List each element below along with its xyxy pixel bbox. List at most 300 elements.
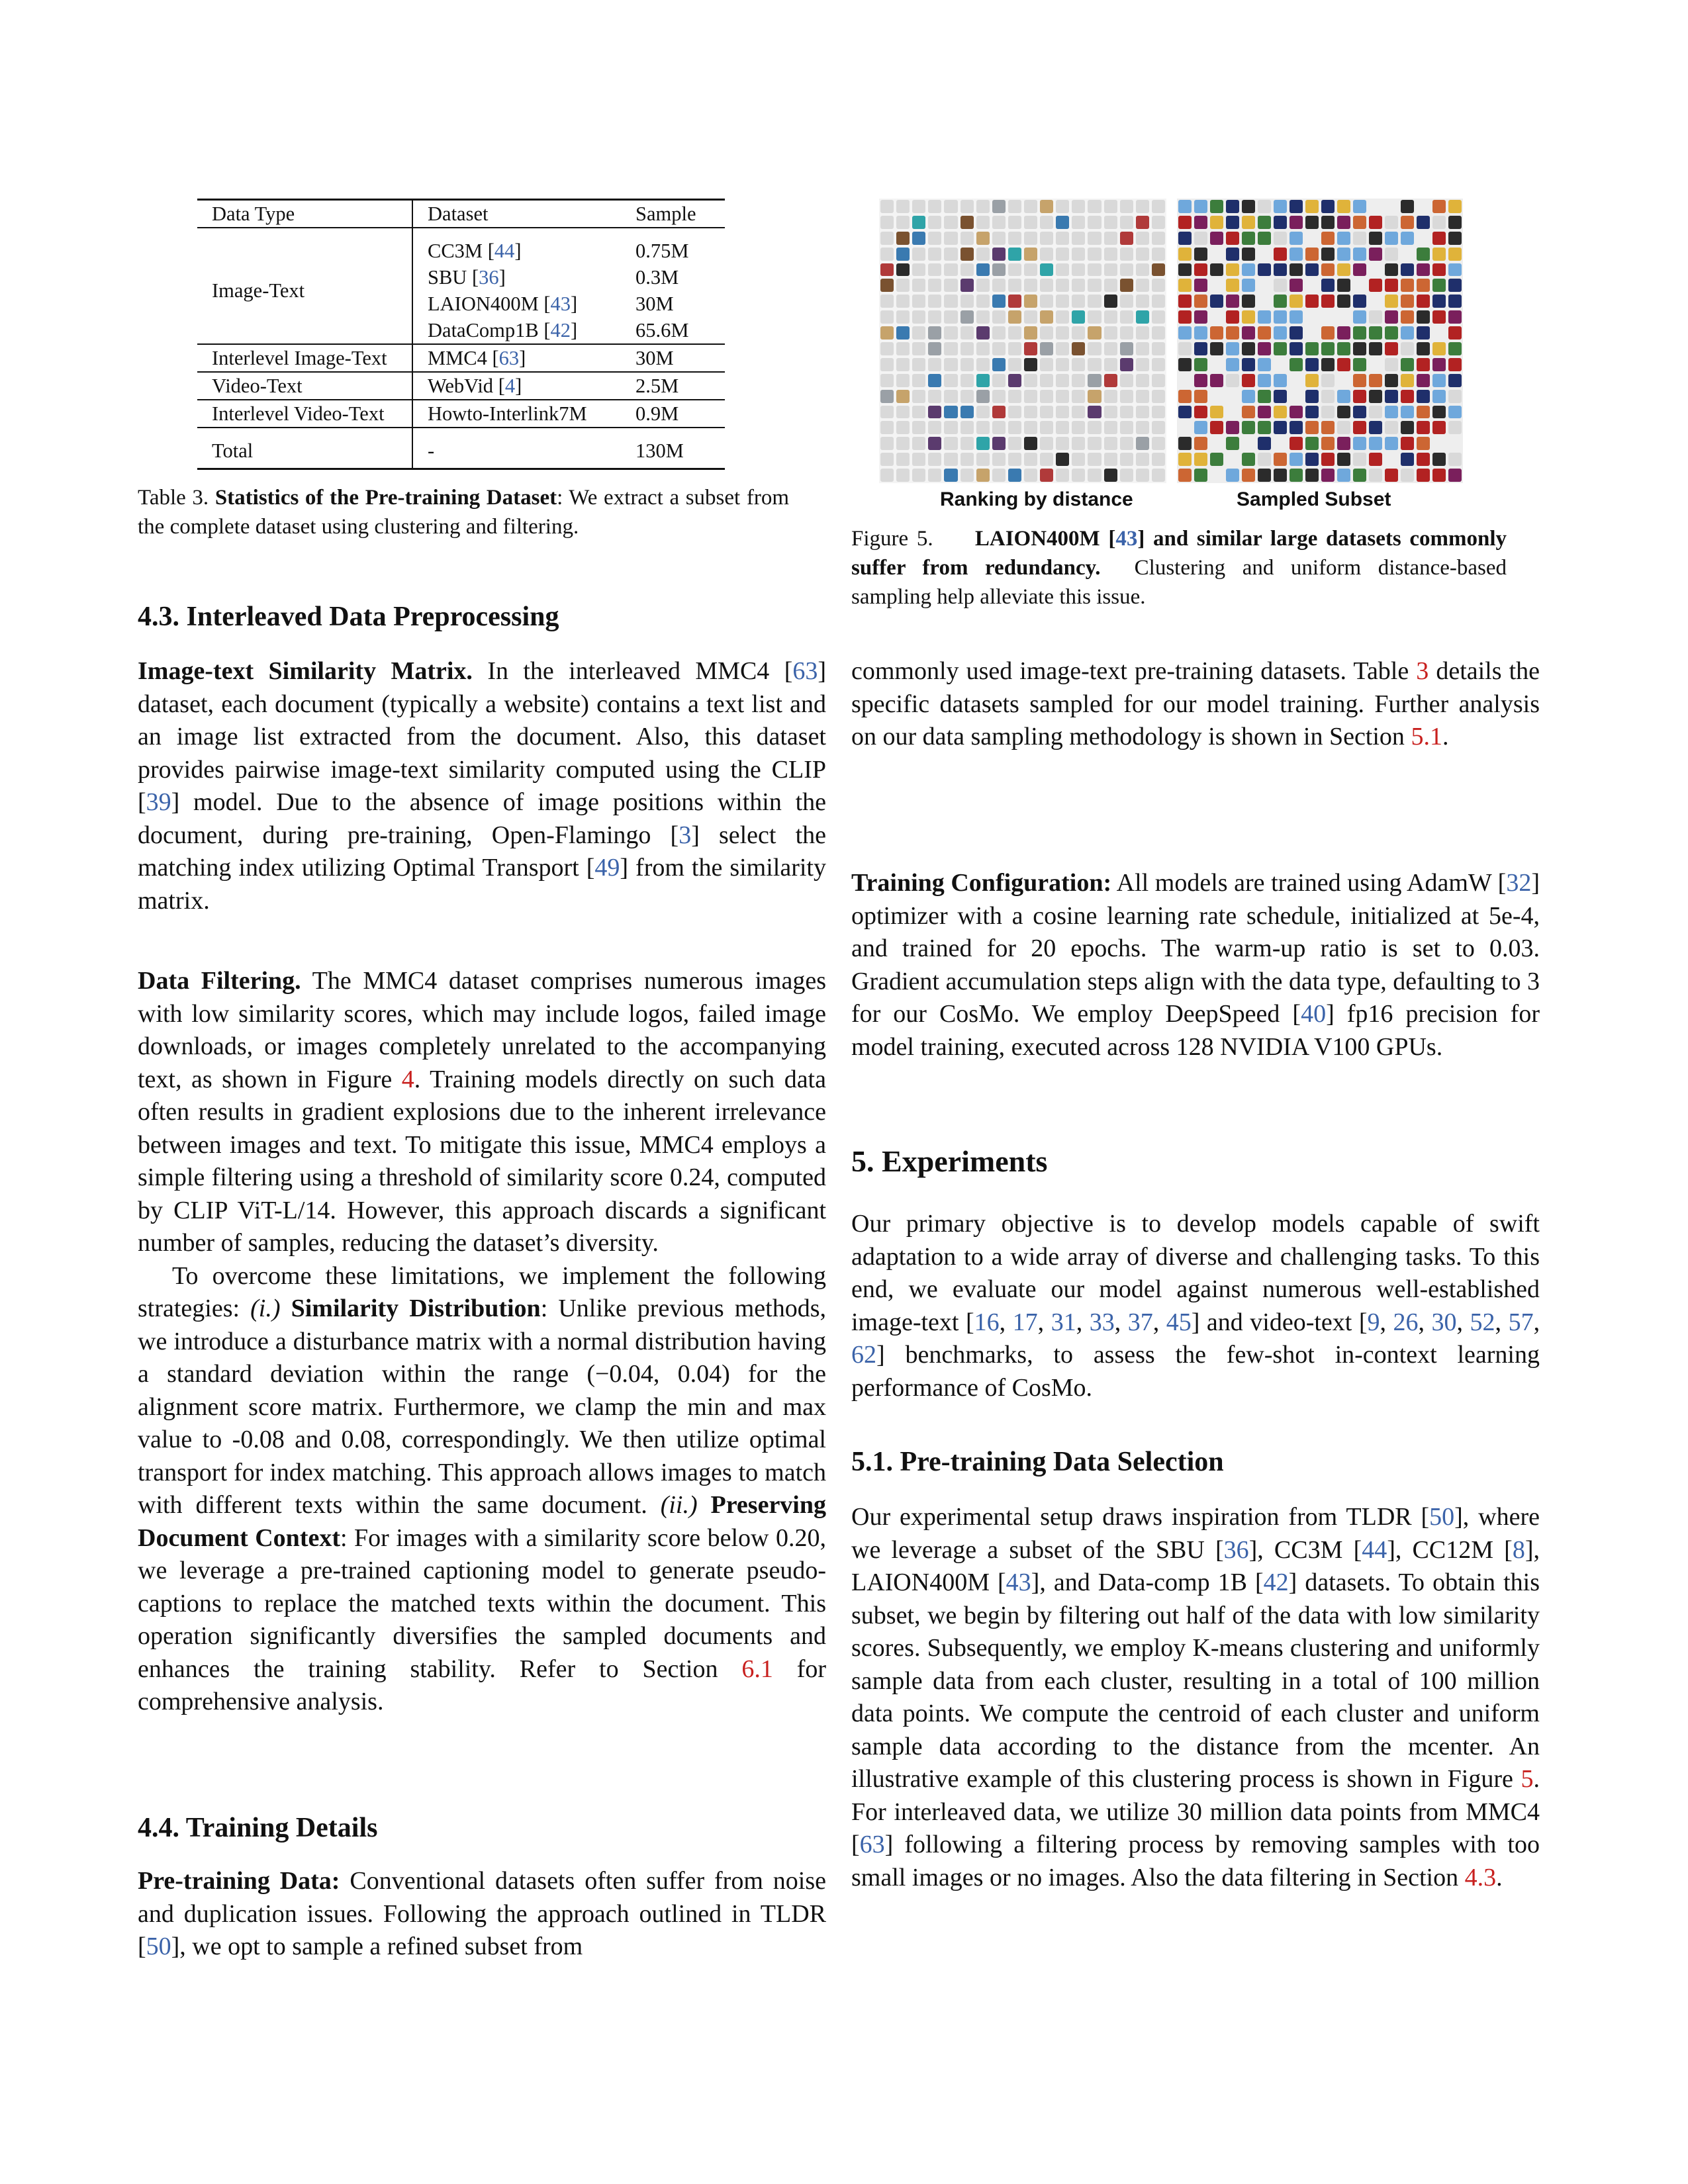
thumbnail <box>992 421 1006 434</box>
thumbnail <box>1242 437 1255 450</box>
thumbnail <box>976 453 990 466</box>
thumbnail <box>1353 469 1366 482</box>
thumbnail <box>1401 437 1414 450</box>
thumbnail <box>1432 263 1446 277</box>
thumbnail <box>1152 248 1165 261</box>
thumbnail <box>1385 469 1398 482</box>
thumbnail <box>1178 279 1192 292</box>
thumbnail <box>1088 358 1101 371</box>
thumbnail <box>880 200 894 213</box>
thumbnail <box>1321 358 1335 371</box>
section-4-3-heading-wrap <box>138 601 826 633</box>
thumbnail <box>976 437 990 450</box>
stats-table <box>197 199 725 470</box>
thumbnail <box>1104 279 1117 292</box>
thumbnail <box>1401 200 1414 213</box>
thumbnail <box>1448 358 1462 371</box>
thumbnail <box>1385 295 1398 308</box>
thumbnail <box>880 421 894 434</box>
section-heading-5-1: 5.1. Pre-training Data Selection <box>851 1447 1224 1477</box>
thumbnail <box>1226 358 1239 371</box>
thumbnail <box>1305 200 1319 213</box>
thumbnail <box>928 342 941 355</box>
thumbnail <box>1210 310 1223 324</box>
thumbnail <box>1337 469 1350 482</box>
thumbnail <box>1353 310 1366 324</box>
thumbnail <box>1104 248 1117 261</box>
thumbnail <box>1369 232 1382 245</box>
thumbnail <box>1321 216 1335 229</box>
thumbnail <box>1417 421 1430 434</box>
thumbnail <box>1040 453 1053 466</box>
thumbnail <box>1242 358 1255 371</box>
thumbnail <box>1321 374 1335 387</box>
thumbnail <box>1448 279 1462 292</box>
thumbnail <box>1448 342 1462 355</box>
thumbnail <box>1210 216 1223 229</box>
thumbnail <box>1242 406 1255 419</box>
thumbnail <box>1337 279 1350 292</box>
thumbnail <box>1401 216 1414 229</box>
thumbnail <box>912 406 925 419</box>
thumbnail <box>1369 421 1382 434</box>
thumbnail <box>1210 279 1223 292</box>
thumbnail <box>896 453 910 466</box>
thumbnail <box>1258 200 1271 213</box>
thumbnail <box>928 248 941 261</box>
thumbnail <box>1056 248 1069 261</box>
thumbnail <box>912 248 925 261</box>
thumbnail <box>1136 406 1149 419</box>
thumbnail <box>912 421 925 434</box>
thumbnail <box>1385 326 1398 340</box>
thumbnail <box>1120 326 1133 340</box>
thumbnail <box>1353 342 1366 355</box>
figure-label-ranking: Ranking by distance <box>940 488 1133 510</box>
thumbnail <box>1040 421 1053 434</box>
thumbnail <box>992 390 1006 403</box>
thumbnail <box>1056 232 1069 245</box>
thumbnail <box>1072 342 1085 355</box>
thumbnail <box>1178 263 1192 277</box>
thumbnail <box>928 295 941 308</box>
thumbnail <box>944 232 957 245</box>
thumbnail <box>912 453 925 466</box>
thumbnail <box>1088 216 1101 229</box>
thumbnail <box>1136 326 1149 340</box>
thumbnail <box>1385 200 1398 213</box>
thumbnail <box>1040 279 1053 292</box>
thumbnail <box>1210 342 1223 355</box>
thumbnail <box>912 326 925 340</box>
thumbnail <box>1120 232 1133 245</box>
thumbnail <box>1056 374 1069 387</box>
thumbnail <box>1226 342 1239 355</box>
thumbnail <box>1305 469 1319 482</box>
thumbnail <box>961 232 974 245</box>
thumbnail <box>1258 421 1271 434</box>
thumbnail <box>1178 232 1192 245</box>
thumbnail <box>1289 232 1303 245</box>
thumbnail <box>1210 469 1223 482</box>
thumbnail <box>928 374 941 387</box>
thumbnail <box>880 263 894 277</box>
thumbnail <box>1040 406 1053 419</box>
thumbnail <box>1305 421 1319 434</box>
thumbnail <box>1178 358 1192 371</box>
thumbnail <box>1242 248 1255 261</box>
thumbnail <box>1432 200 1446 213</box>
thumbnail <box>1274 295 1287 308</box>
thumbnail <box>1305 437 1319 450</box>
thumbnail <box>1226 310 1239 324</box>
thumbnail <box>1242 200 1255 213</box>
section-heading-4-3: 4.3. Interleaved Data Preprocessing <box>138 602 559 632</box>
thumbnail <box>1274 406 1287 419</box>
thumbnail <box>1008 200 1021 213</box>
thumbnail <box>1120 342 1133 355</box>
thumbnail <box>1274 390 1287 403</box>
thumbnail <box>1274 374 1287 387</box>
thumbnail <box>880 437 894 450</box>
thumbnail <box>880 216 894 229</box>
table-row <box>197 238 725 264</box>
thumbnail <box>1274 200 1287 213</box>
thumbnail <box>1353 421 1366 434</box>
thumbnail <box>1152 342 1165 355</box>
thumbnail <box>1120 437 1133 450</box>
thumbnail <box>992 358 1006 371</box>
thumbnail <box>1210 421 1223 434</box>
thumbnail <box>1008 263 1021 277</box>
thumbnail <box>1242 453 1255 466</box>
thumbnail <box>1385 437 1398 450</box>
thumbnail <box>896 232 910 245</box>
thumbnail <box>1417 437 1430 450</box>
thumbnail <box>1369 200 1382 213</box>
thumbnail <box>1274 342 1287 355</box>
thumbnail <box>1432 326 1446 340</box>
thumbnail <box>1120 200 1133 213</box>
thumbnail <box>1432 232 1446 245</box>
thumbnail <box>976 421 990 434</box>
thumbnail <box>1226 216 1239 229</box>
thumbnail <box>896 421 910 434</box>
thumbnail <box>1369 374 1382 387</box>
thumbnail <box>1305 453 1319 466</box>
thumbnail <box>1242 421 1255 434</box>
thumbnail <box>1152 326 1165 340</box>
thumbnail <box>1353 326 1366 340</box>
thumbnail <box>1242 232 1255 245</box>
thumbnail <box>1401 453 1414 466</box>
thumbnail <box>1088 326 1101 340</box>
thumbnail <box>1385 279 1398 292</box>
thumbnail <box>1401 421 1414 434</box>
thumbnail <box>1274 248 1287 261</box>
thumbnail <box>1401 342 1414 355</box>
thumbnail <box>1289 310 1303 324</box>
thumbnail <box>944 310 957 324</box>
thumbnail <box>1432 279 1446 292</box>
thumbnail <box>1401 310 1414 324</box>
thumbnail <box>1104 390 1117 403</box>
thumbnail <box>1385 374 1398 387</box>
thumbnail <box>1337 248 1350 261</box>
thumbnail <box>1226 232 1239 245</box>
thumbnail <box>1056 326 1069 340</box>
thumbnail <box>928 326 941 340</box>
thumbnail <box>1040 326 1053 340</box>
thumbnail <box>1088 453 1101 466</box>
thumbnail <box>992 216 1006 229</box>
table-cell-dataset: Howto-Interlink7M <box>428 402 587 425</box>
thumbnail <box>1210 326 1223 340</box>
thumbnail <box>1120 358 1133 371</box>
thumbnail <box>1136 310 1149 324</box>
thumbnail <box>1258 469 1271 482</box>
thumbnail <box>1385 358 1398 371</box>
thumbnail <box>880 469 894 482</box>
thumbnail <box>1448 232 1462 245</box>
thumbnail <box>1274 216 1287 229</box>
table-total-dataset: - <box>428 439 435 462</box>
thumbnail <box>1385 453 1398 466</box>
thumbnail <box>1120 279 1133 292</box>
thumbnail <box>1056 279 1069 292</box>
table-cell-sample: 2.5M <box>635 375 679 397</box>
thumbnail <box>1072 453 1085 466</box>
thumbnail <box>880 248 894 261</box>
thumbnail <box>1226 326 1239 340</box>
thumbnail <box>1040 358 1053 371</box>
thumbnail <box>1088 390 1101 403</box>
thumbnail <box>1432 390 1446 403</box>
thumbnail <box>1369 216 1382 229</box>
thumbnail <box>1289 453 1303 466</box>
thumbnail <box>944 248 957 261</box>
thumbnail <box>1432 469 1446 482</box>
thumbnail <box>1432 358 1446 371</box>
thumbnail <box>944 358 957 371</box>
thumbnail <box>1353 358 1366 371</box>
thumbnail <box>992 469 1006 482</box>
thumbnail <box>1258 310 1271 324</box>
thumbnail <box>1321 248 1335 261</box>
thumbnail <box>1072 232 1085 245</box>
thumbnail <box>1274 279 1287 292</box>
table-cell-sample: 30M <box>635 347 674 369</box>
thumbnail <box>1178 437 1192 450</box>
thumbnail <box>1136 469 1149 482</box>
thumbnail <box>1417 390 1430 403</box>
thumbnail <box>1432 310 1446 324</box>
thumbnail <box>992 374 1006 387</box>
thumbnail <box>1289 406 1303 419</box>
thumbnail <box>1178 295 1192 308</box>
thumbnail <box>1448 374 1462 387</box>
thumbnail <box>1024 263 1037 277</box>
thumbnail <box>944 390 957 403</box>
thumbnail <box>912 279 925 292</box>
thumbnail <box>1024 437 1037 450</box>
thumbnail <box>1024 248 1037 261</box>
thumbnail <box>1432 453 1446 466</box>
thumbnail <box>1072 326 1085 340</box>
thumbnail <box>992 263 1006 277</box>
thumbnail <box>1401 248 1414 261</box>
thumbnail <box>1385 406 1398 419</box>
thumbnail <box>1417 310 1430 324</box>
thumbnail <box>1008 421 1021 434</box>
thumbnail <box>1274 358 1287 371</box>
thumbnail <box>1242 390 1255 403</box>
thumbnail <box>1088 295 1101 308</box>
thumbnail <box>1432 295 1446 308</box>
thumbnail <box>961 279 974 292</box>
thumbnail <box>1448 248 1462 261</box>
thumbnail <box>976 232 990 245</box>
thumbnail <box>1178 310 1192 324</box>
thumbnail <box>1024 295 1037 308</box>
thumbnail <box>1448 421 1462 434</box>
thumbnail <box>1194 437 1207 450</box>
thumbnail <box>1432 248 1446 261</box>
thumbnail <box>1369 469 1382 482</box>
thumbnail <box>1432 406 1446 419</box>
thumbnail <box>1120 295 1133 308</box>
paragraph-data-selection: Our experimental setup draws inspiration from TLDR [50], where we leverage a subset of the SBU [36], CC3M [44], CC12M [8], LAION400M [43], and Data-comp 1B [42] datasets. To obtain this subset, we begin by filtering out half of the data with low similarity scores. Subsequently, we employ K-means clustering and uniformly sample data from each cluster, resulting in a total of 100 million data points. We compute the centroid of each cluster and uniform sample data according to the distance from the mcenter. An illustrative example of this clustering process is shown in Figure 5. For interleaved data, we utilize 30 million data points from MMC4 [63] following a filtering process by removing samples with too small images or no images. Also the data filtering in Section 4.3. <box>851 1503 1540 1891</box>
thumbnail <box>928 390 941 403</box>
thumbnail <box>880 342 894 355</box>
thumbnail <box>1072 374 1085 387</box>
thumbnail <box>1353 453 1366 466</box>
thumbnail <box>1226 200 1239 213</box>
thumbnail <box>896 358 910 371</box>
thumbnail <box>1385 232 1398 245</box>
thumbnail <box>1242 374 1255 387</box>
thumbnail <box>1401 263 1414 277</box>
thumbnail <box>1120 374 1133 387</box>
thumbnail <box>1321 421 1335 434</box>
thumbnail <box>1226 248 1239 261</box>
thumbnail <box>976 390 990 403</box>
thumbnail <box>992 342 1006 355</box>
thumbnail <box>1008 374 1021 387</box>
thumbnail <box>1417 358 1430 371</box>
thumbnail <box>912 232 925 245</box>
thumbnail <box>1088 200 1101 213</box>
thumbnail <box>928 453 941 466</box>
thumbnail <box>1369 248 1382 261</box>
thumbnail <box>1210 453 1223 466</box>
thumbnail <box>1417 216 1430 229</box>
thumbnail <box>880 406 894 419</box>
thumbnail <box>1289 421 1303 434</box>
thumbnail <box>1008 453 1021 466</box>
thumbnail <box>928 263 941 277</box>
sampled-subset-image <box>1177 199 1463 483</box>
thumbnail <box>912 358 925 371</box>
thumbnail <box>1178 216 1192 229</box>
thumbnail <box>896 310 910 324</box>
thumbnail <box>1337 390 1350 403</box>
thumbnail <box>1088 421 1101 434</box>
thumbnail <box>1040 295 1053 308</box>
thumbnail <box>976 310 990 324</box>
thumbnail <box>1448 295 1462 308</box>
thumbnail <box>1417 263 1430 277</box>
thumbnail <box>928 232 941 245</box>
thumbnail <box>1353 295 1366 308</box>
thumbnail <box>1136 358 1149 371</box>
thumbnail <box>944 200 957 213</box>
table-total-sample: 130M <box>635 439 684 462</box>
thumbnail <box>1321 390 1335 403</box>
thumbnail <box>992 232 1006 245</box>
thumbnail <box>1401 358 1414 371</box>
thumbnail <box>944 216 957 229</box>
thumbnail <box>1024 469 1037 482</box>
thumbnail <box>992 453 1006 466</box>
thumbnail <box>1210 437 1223 450</box>
thumbnail <box>1305 374 1319 387</box>
thumbnail <box>1321 232 1335 245</box>
thumbnail <box>1385 421 1398 434</box>
thumbnail <box>912 200 925 213</box>
thumbnail <box>1417 342 1430 355</box>
thumbnail <box>1448 469 1462 482</box>
thumbnail <box>1024 406 1037 419</box>
thumbnail <box>1242 295 1255 308</box>
thumbnail <box>1258 453 1271 466</box>
thumbnail <box>1136 342 1149 355</box>
thumbnail <box>1353 374 1366 387</box>
thumbnail <box>1008 326 1021 340</box>
thumbnail <box>1369 453 1382 466</box>
thumbnail <box>928 200 941 213</box>
thumbnail <box>1136 216 1149 229</box>
thumbnail <box>1008 390 1021 403</box>
thumbnail <box>1305 295 1319 308</box>
thumbnail <box>1024 358 1037 371</box>
thumbnail <box>1321 263 1335 277</box>
thumbnail <box>928 421 941 434</box>
thumbnail <box>976 200 990 213</box>
thumbnail <box>1321 469 1335 482</box>
thumbnail <box>880 374 894 387</box>
thumbnail <box>880 326 894 340</box>
thumbnail <box>1152 279 1165 292</box>
thumbnail <box>1321 310 1335 324</box>
thumbnail <box>1337 421 1350 434</box>
thumbnail <box>1305 279 1319 292</box>
thumbnail <box>1194 453 1207 466</box>
thumbnail <box>1194 248 1207 261</box>
thumbnail <box>1385 263 1398 277</box>
thumbnail <box>912 295 925 308</box>
thumbnail <box>1104 232 1117 245</box>
thumbnail <box>1040 232 1053 245</box>
thumbnail <box>912 342 925 355</box>
thumbnail <box>1072 279 1085 292</box>
section-heading-4-4: 4.4. Training Details <box>138 1813 378 1843</box>
thumbnail <box>1024 342 1037 355</box>
thumbnail <box>880 232 894 245</box>
table-row <box>197 372 725 400</box>
thumbnail <box>1369 390 1382 403</box>
thumbnail <box>912 310 925 324</box>
